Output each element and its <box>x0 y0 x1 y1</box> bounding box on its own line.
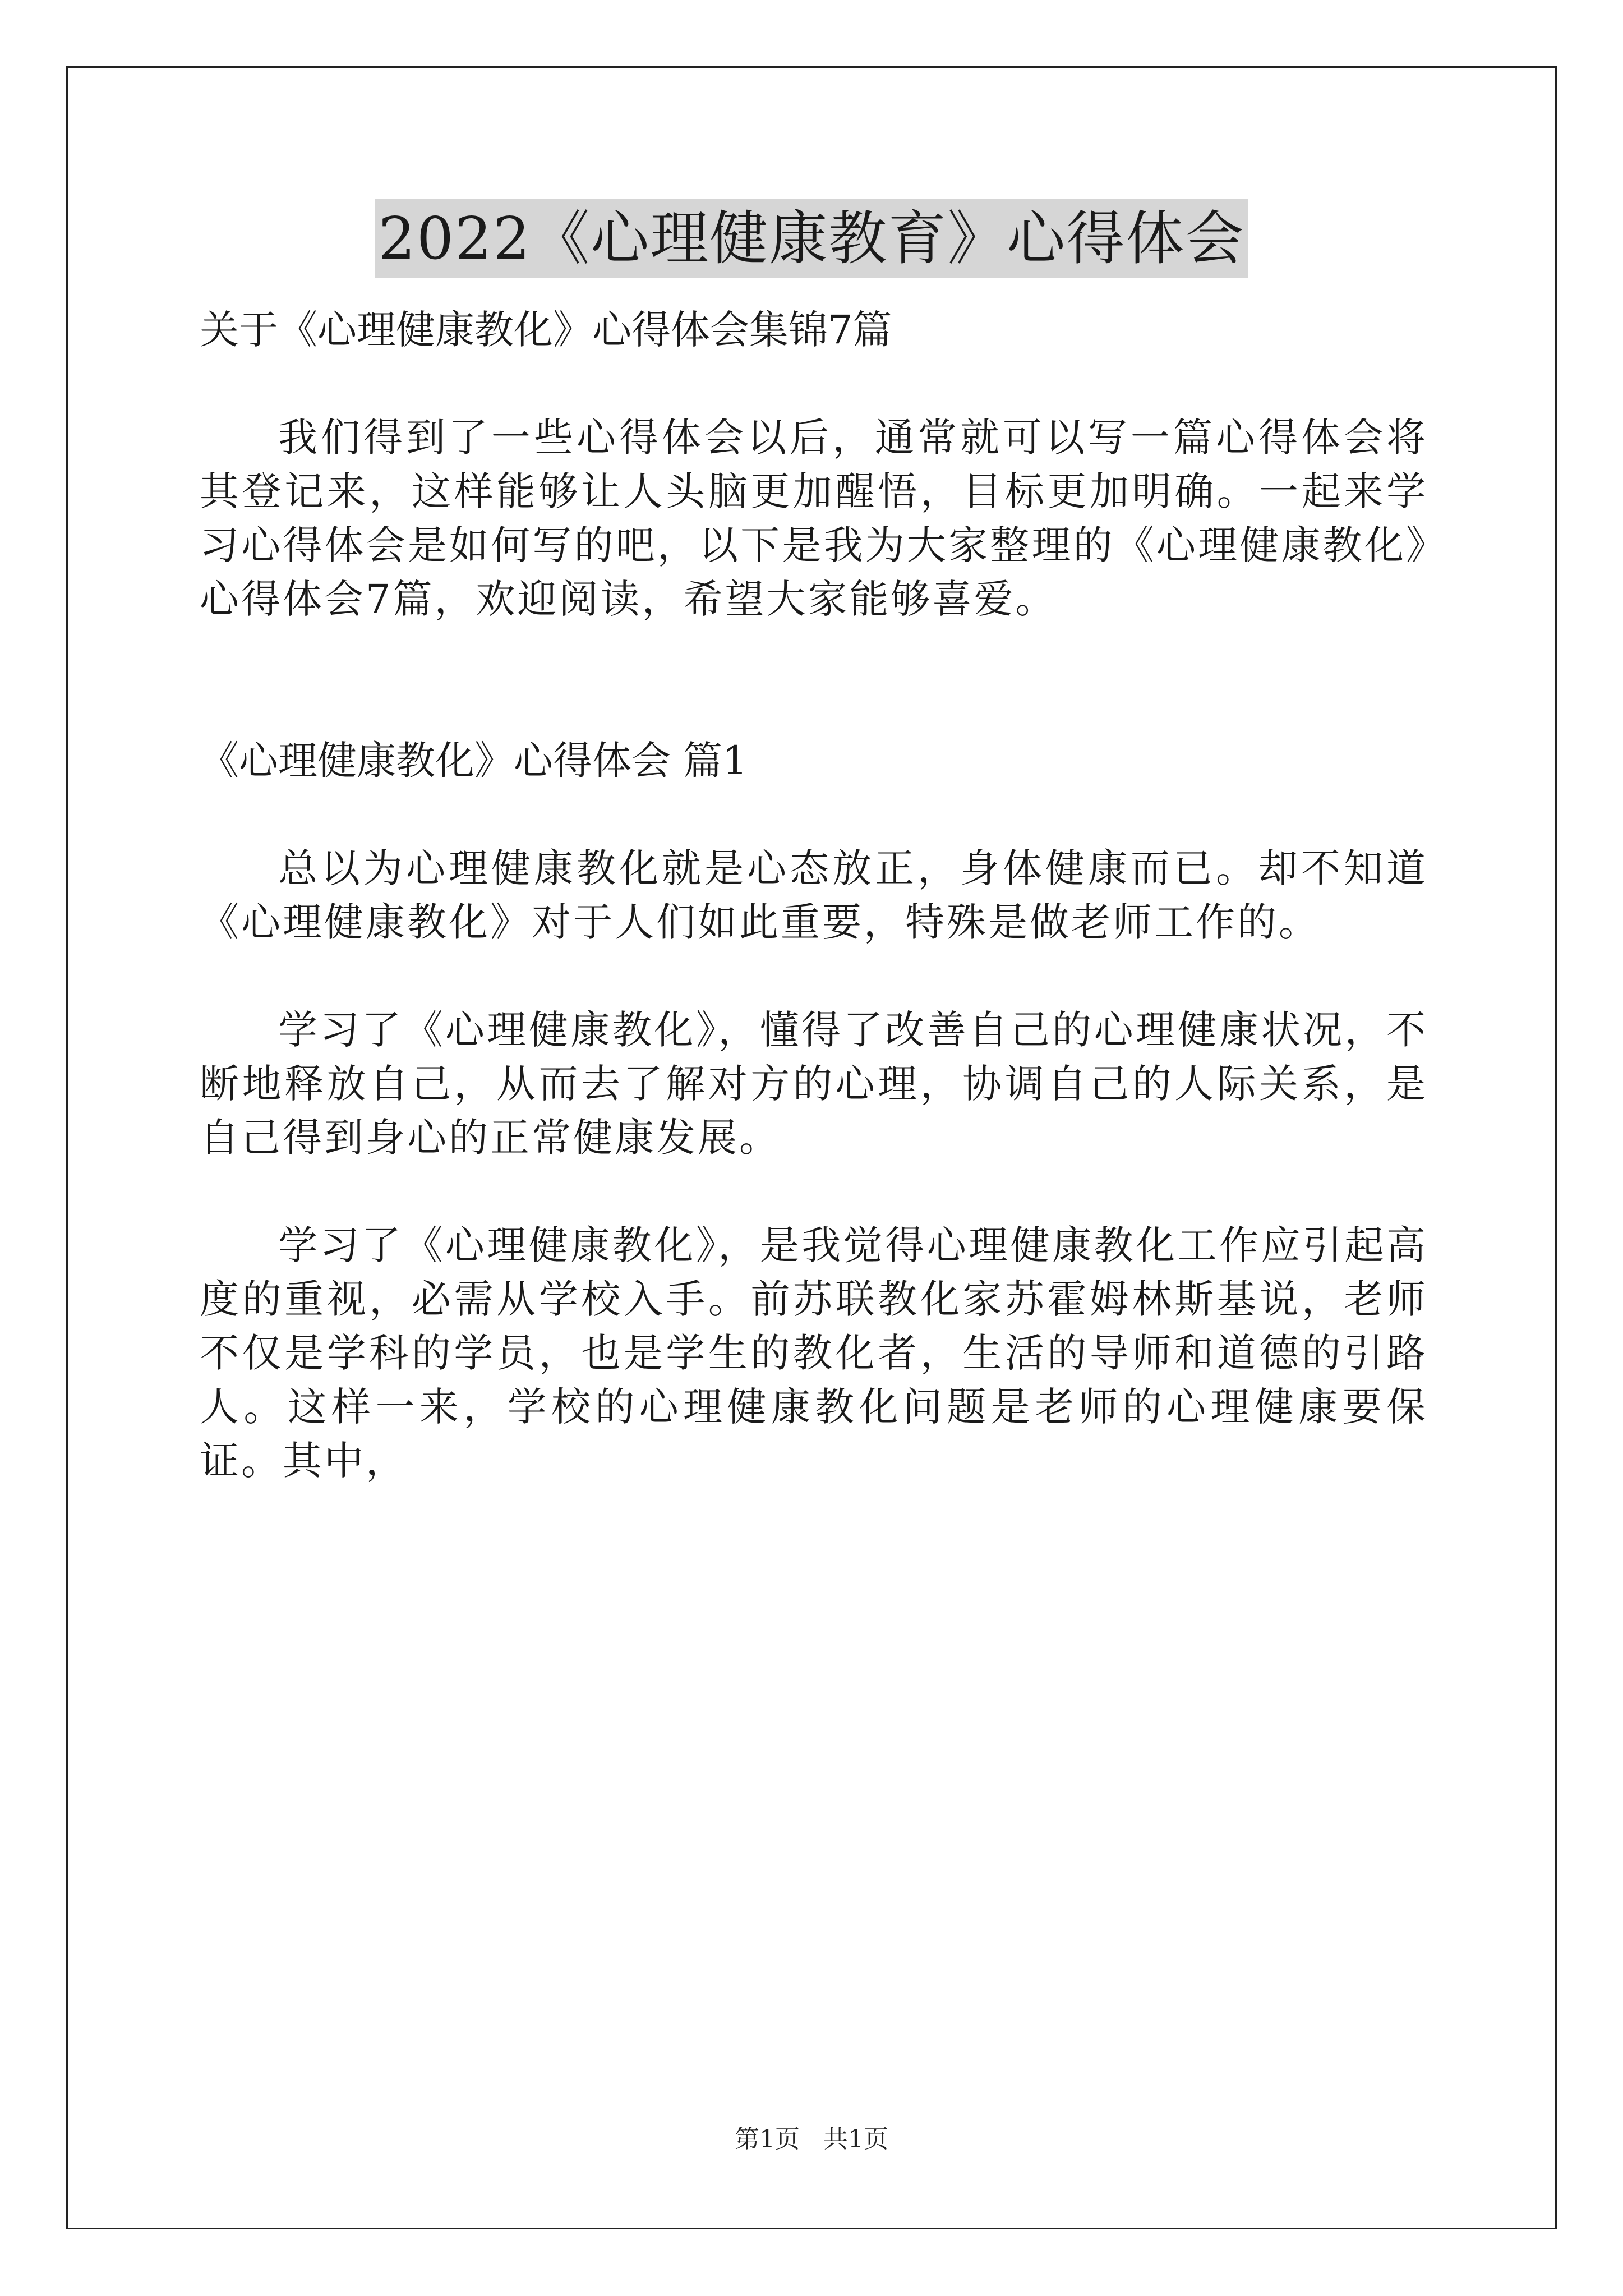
spacer <box>200 1165 1428 1218</box>
document-title: 2022《心理健康教育》心得体会 <box>375 199 1248 278</box>
spacer <box>200 949 1428 1003</box>
spacer <box>200 357 1428 411</box>
intro-paragraph: 我们得到了一些心得体会以后，通常就可以写一篇心得体会将其登记来，这样能够让人头脑更加醒悟，目标更加明确。一起来学习心得体会是如何写的吧，以下是我为大家整理的《心理健康教化》心得体会7篇，欢迎阅读，希望大家能够喜爱。 <box>200 415 1428 622</box>
body-paragraph: 总以为心理健康教化就是心态放正，身体健康而已。却不知道《心理健康教化》对于人们如此重要，特殊是做老师工作的。 <box>200 845 1428 945</box>
page-number: 第1页 <box>735 2125 800 2154</box>
document-body <box>200 303 1428 1488</box>
page-total: 共1页 <box>823 2125 888 2154</box>
body-paragraph: 学习了《心理健康教化》，是我觉得心理健康教化工作应引起高度的重视，必需从学校入手。前苏联教化家苏霍姆林斯基说，老师不仅是学科的学员，也是学生的教化者，生活的导师和道德的引路人。这样一来，学校的心理健康教化问题是老师的心理健康要保证。其中， <box>200 1222 1428 1484</box>
document-subtitle: 关于《心理健康教化》心得体会集锦7篇 <box>200 307 892 353</box>
spacer <box>200 788 1428 841</box>
section-heading: 《心理健康教化》心得体会 篇1 <box>200 738 748 784</box>
title-wrap <box>0 199 1623 278</box>
page-footer <box>0 2123 1623 2156</box>
body-paragraph: 学习了《心理健康教化》，懂得了改善自己的心理健康状况，不断地释放自己，从而去了解对方的心理，协调自己的人际关系，是自己得到身心的正常健康发展。 <box>200 1007 1428 1161</box>
spacer <box>200 626 1428 734</box>
